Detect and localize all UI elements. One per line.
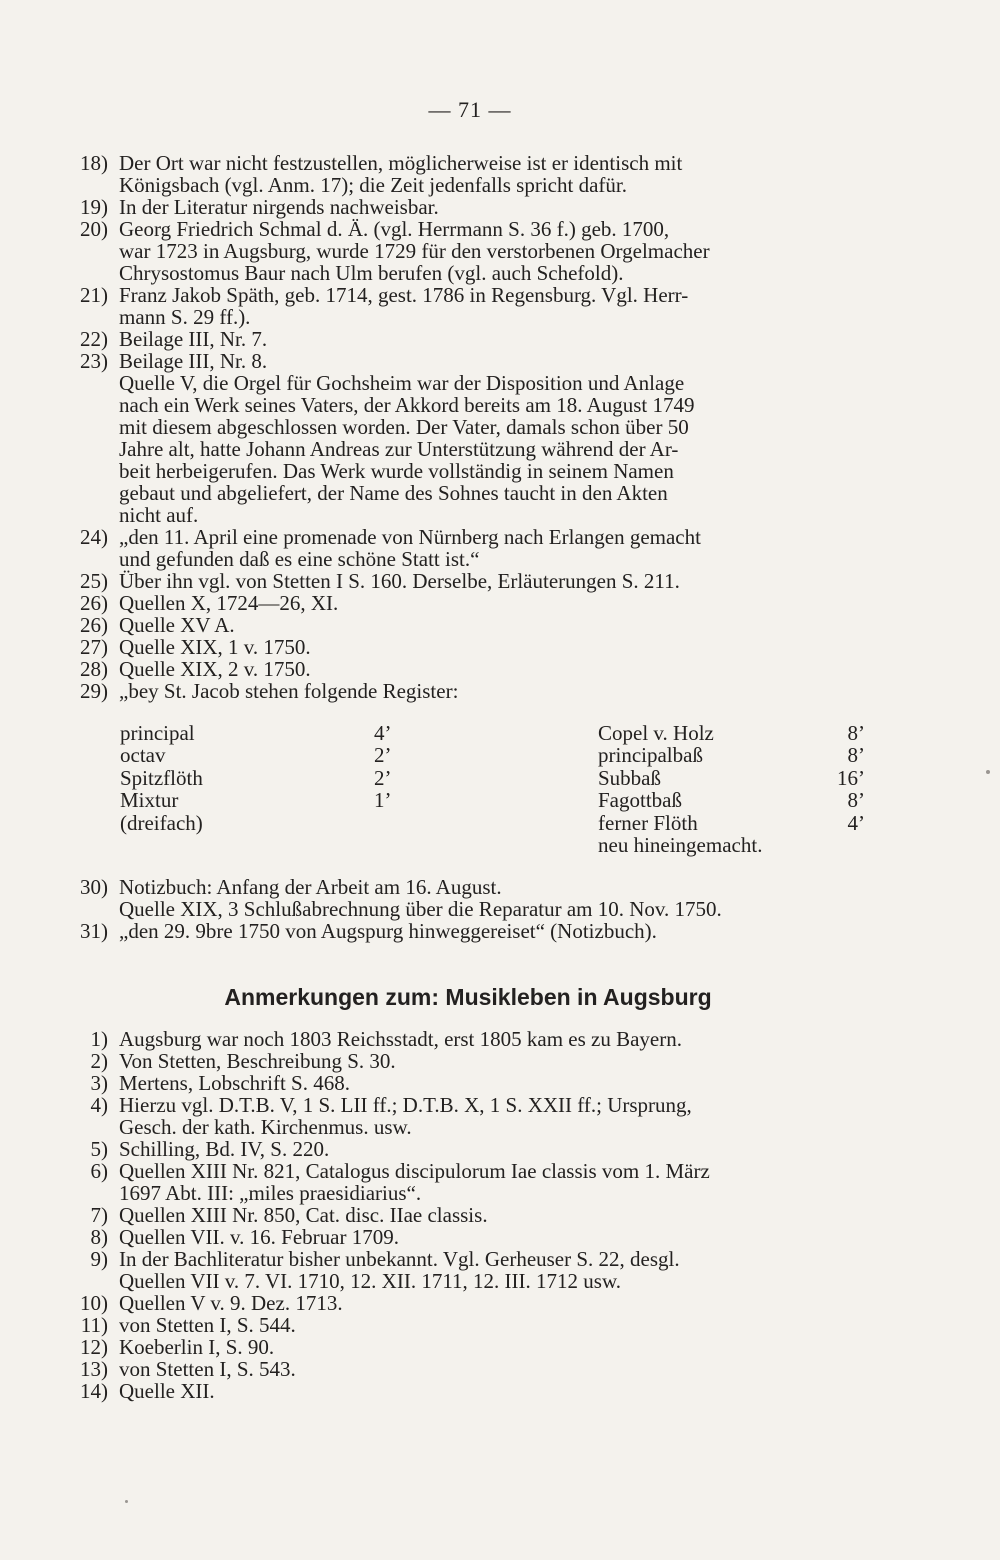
footnote-text-line: von Stetten I, S. 543.	[119, 1357, 296, 1381]
footnote	[0, 1248, 871, 1292]
footnote-text-line: mit diesem abgeschlossen worden. Der Vater, damals schon über 50	[119, 415, 689, 439]
footnote-number: 21)	[80, 283, 108, 307]
notes-top	[0, 152, 1000, 702]
footnote	[0, 658, 871, 680]
register-pitch: 1’	[374, 788, 392, 813]
footnote-number: 22)	[80, 327, 108, 351]
register-row	[120, 767, 390, 789]
footnote-text-line: Beilage III, Nr. 8.	[119, 349, 268, 373]
register-row	[598, 767, 870, 789]
footnote	[0, 1094, 871, 1138]
footnote-text-line: Von Stetten, Beschreibung S. 30.	[119, 1049, 396, 1073]
footnote-number: 4)	[90, 1093, 108, 1117]
register-row	[598, 812, 870, 834]
footnote	[0, 526, 871, 570]
footnote-text-line: war 1723 in Augsburg, wurde 1729 für den verstorbenen Orgelmacher	[119, 239, 710, 263]
footnote	[0, 1160, 871, 1204]
footnote-text-line: Der Ort war nicht festzustellen, möglicherweise ist er identisch mit	[119, 151, 683, 175]
footnote-text-line: Quelle XV A.	[119, 613, 235, 637]
register-name: Subbaß	[598, 765, 661, 790]
register-name: Spitzflöth	[120, 765, 203, 790]
footnote-text-line: Franz Jakob Späth, geb. 1714, gest. 1786 in Regensburg. Vgl. Herr-	[119, 283, 689, 307]
footnote-text-line: Chrysostomus Baur nach Ulm berufen (vgl. auch Schefold).	[119, 261, 624, 285]
footnote	[0, 592, 871, 614]
footnote-text-line: Quelle V, die Orgel für Gochsheim war der Disposition und Anlage	[119, 371, 685, 395]
footnote-number: 20)	[80, 217, 108, 241]
register-name: principal	[120, 721, 195, 745]
footnote	[0, 680, 871, 702]
register-row	[120, 812, 390, 834]
footnote-text-line: Schilling, Bd. IV, S. 220.	[119, 1137, 330, 1161]
footnote-text-line: Mertens, Lobschrift S. 468.	[119, 1071, 350, 1095]
footnote-text-line: gebaut und abgeliefert, der Name des Sohnes taucht in den Akten	[119, 481, 668, 505]
footnote-text-line: Quelle XIX, 2 v. 1750.	[119, 657, 311, 681]
footnote-number: 6)	[90, 1159, 108, 1183]
footnote-text-line: Augsburg war noch 1803 Reichsstadt, erst 1805 kam es zu Bayern.	[119, 1027, 683, 1051]
register-pitch: 8’	[847, 743, 865, 768]
footnote-text-line: „den 11. April eine promenade von Nürnberg nach Erlangen gemacht	[119, 525, 701, 549]
footnote-text-line: „bey St. Jacob stehen folgende Register:	[119, 679, 459, 703]
register-pitch: 2’	[374, 743, 392, 768]
footnote-text-line: beit herbeigerufen. Das Werk wurde vollständig in seinem Namen	[119, 459, 674, 483]
footnote-text-line: nach ein Werk seines Vaters, der Akkord bereits am 18. August 1749	[119, 393, 695, 417]
footnote-text-line: „den 29. 9bre 1750 von Augspurg hinweggereiset“ (Notizbuch).	[119, 919, 657, 943]
register-name: principalbaß	[598, 743, 703, 768]
footnote-number: 30)	[80, 875, 108, 899]
page-speck	[986, 770, 990, 774]
register-column-left	[120, 722, 390, 834]
footnote-number: 8)	[90, 1225, 108, 1249]
footnote-number: 26)	[80, 591, 108, 615]
footnote-text-line: Königsbach (vgl. Anm. 17); die Zeit jedenfalls spricht dafür.	[119, 173, 627, 197]
register-row	[598, 834, 870, 856]
register-name: neu hineingemacht.	[598, 832, 763, 857]
footnote-text-line: Quellen VII v. 7. VI. 1710, 12. XII. 1711, 12. III. 1712 usw.	[119, 1269, 621, 1293]
footnote-number: 29)	[80, 679, 108, 703]
footnote-number: 19)	[80, 195, 108, 219]
footnote-text-line: Koeberlin I, S. 90.	[119, 1335, 275, 1359]
footnote	[0, 284, 871, 328]
footnote	[0, 1380, 871, 1402]
footnote	[0, 328, 871, 350]
footnote	[0, 636, 871, 658]
page-number: — 71 —	[428, 97, 512, 122]
footnote-text-line: mann S. 29 ff.).	[119, 305, 251, 329]
register-pitch: 16’	[837, 765, 865, 790]
notes-mid	[0, 876, 1000, 942]
footnote-text-line: Beilage III, Nr. 7.	[119, 327, 268, 351]
register-pitch: 4’	[374, 721, 392, 745]
register-name: octav	[120, 743, 166, 768]
footnote-number: 11)	[80, 1313, 108, 1337]
footnote	[0, 920, 871, 942]
register-pitch: 8’	[847, 788, 865, 813]
footnote-number: 1)	[90, 1027, 108, 1051]
footnote-text-line: Quelle XIX, 3 Schlußabrechnung über die Reparatur am 10. Nov. 1750.	[119, 897, 722, 921]
footnote	[0, 1072, 871, 1094]
register-name: Mixtur	[120, 788, 179, 813]
footnote-text-line: Georg Friedrich Schmal d. Ä. (vgl. Herrmann S. 36 f.) geb. 1700,	[119, 217, 670, 241]
footnote	[0, 196, 871, 218]
footnote	[0, 1050, 871, 1072]
footnote-number: 14)	[80, 1379, 108, 1403]
footnote	[0, 1314, 871, 1336]
footnote	[0, 1336, 871, 1358]
footnote-text-line: 1697 Abt. III: „miles praesidiarius“.	[119, 1181, 422, 1205]
footnote-number: 23)	[80, 349, 108, 373]
footnote	[0, 876, 871, 920]
footnote-number: 2)	[90, 1049, 108, 1073]
register-column-right	[598, 722, 870, 856]
register-row	[120, 789, 390, 811]
footnote-text-line: Jahre alt, hatte Johann Andreas zur Unterstützung während der Ar-	[119, 437, 679, 461]
register-row	[598, 722, 870, 744]
footnote-text-line: Quellen XIII Nr. 821, Catalogus discipulorum Iae classis vom 1. März	[119, 1159, 710, 1183]
footnote-text-line: Quellen XIII Nr. 850, Cat. disc. IIae classis.	[119, 1203, 488, 1227]
footnote-text-line: Gesch. der kath. Kirchenmus. usw.	[119, 1115, 412, 1139]
footnote-number: 26)	[80, 613, 108, 637]
footnote	[0, 1292, 871, 1314]
footnote-text-line: von Stetten I, S. 544.	[119, 1313, 296, 1337]
footnote	[0, 350, 871, 526]
footnote-text-line: Quelle XII.	[119, 1379, 215, 1403]
footnote-number: 9)	[90, 1247, 108, 1271]
register-row	[120, 722, 390, 744]
footnote-number: 24)	[80, 525, 108, 549]
register-pitch: 8’	[847, 721, 865, 745]
register-name: Copel v. Holz	[598, 721, 714, 745]
footnote	[0, 1226, 871, 1248]
footnote	[0, 1138, 871, 1160]
footnote-text-line: In der Bachliteratur bisher unbekannt. Vgl. Gerheuser S. 22, desgl.	[119, 1247, 680, 1271]
footnote-number: 25)	[80, 569, 108, 593]
footnote-text-line: Quellen V v. 9. Dez. 1713.	[119, 1291, 343, 1315]
footnote-number: 7)	[90, 1203, 108, 1227]
register-row	[598, 789, 870, 811]
footnote-text-line: nicht auf.	[119, 503, 199, 527]
footnote-number: 13)	[80, 1357, 108, 1381]
footnote-text-line: Quellen X, 1724—26, XI.	[119, 591, 339, 615]
footnote	[0, 1204, 871, 1226]
footnote	[0, 570, 871, 592]
footnote-number: 27)	[80, 635, 108, 659]
footnote-number: 10)	[80, 1291, 108, 1315]
footnote-text-line: In der Literatur nirgends nachweisbar.	[119, 195, 439, 219]
footnote-text-line: Notizbuch: Anfang der Arbeit am 16. August.	[119, 875, 502, 899]
footnote	[0, 614, 871, 636]
footnote	[0, 152, 871, 196]
footnote-text-line: und gefunden daß es eine schöne Statt ist.“	[119, 547, 480, 571]
register-name: Fagottbaß	[598, 788, 682, 813]
footnote-number: 31)	[80, 919, 108, 943]
footnote	[0, 1358, 871, 1380]
footnote-number: 12)	[80, 1335, 108, 1359]
register-row	[598, 744, 870, 766]
footnote-text-line: Hierzu vgl. D.T.B. V, 1 S. LII ff.; D.T.B. X, 1 S. XXII ff.; Ursprung,	[119, 1093, 692, 1117]
footnote	[0, 1028, 871, 1050]
footnote-number: 18)	[80, 151, 108, 175]
footnote-number: 28)	[80, 657, 108, 681]
register-row	[120, 744, 390, 766]
register-pitch: 2’	[374, 765, 392, 790]
footnote-text-line: Über ihn vgl. von Stetten I S. 160. Derselbe, Erläuterungen S. 211.	[119, 569, 680, 593]
footnote-number: 5)	[90, 1137, 108, 1161]
register-name: ferner Flöth	[598, 810, 698, 835]
footnote-text-line: Quelle XIX, 1 v. 1750.	[119, 635, 311, 659]
footnote-number: 3)	[90, 1071, 108, 1095]
footnote-text-line: Quellen VII. v. 16. Februar 1709.	[119, 1225, 399, 1249]
notes-bottom	[0, 1028, 1000, 1402]
register-pitch: 4’	[847, 810, 865, 835]
register-name: (dreifach)	[120, 810, 203, 835]
footnote	[0, 218, 871, 284]
section-title: Anmerkungen zum: Musikleben in Augsburg	[224, 984, 712, 1010]
page-speck	[125, 1500, 128, 1503]
